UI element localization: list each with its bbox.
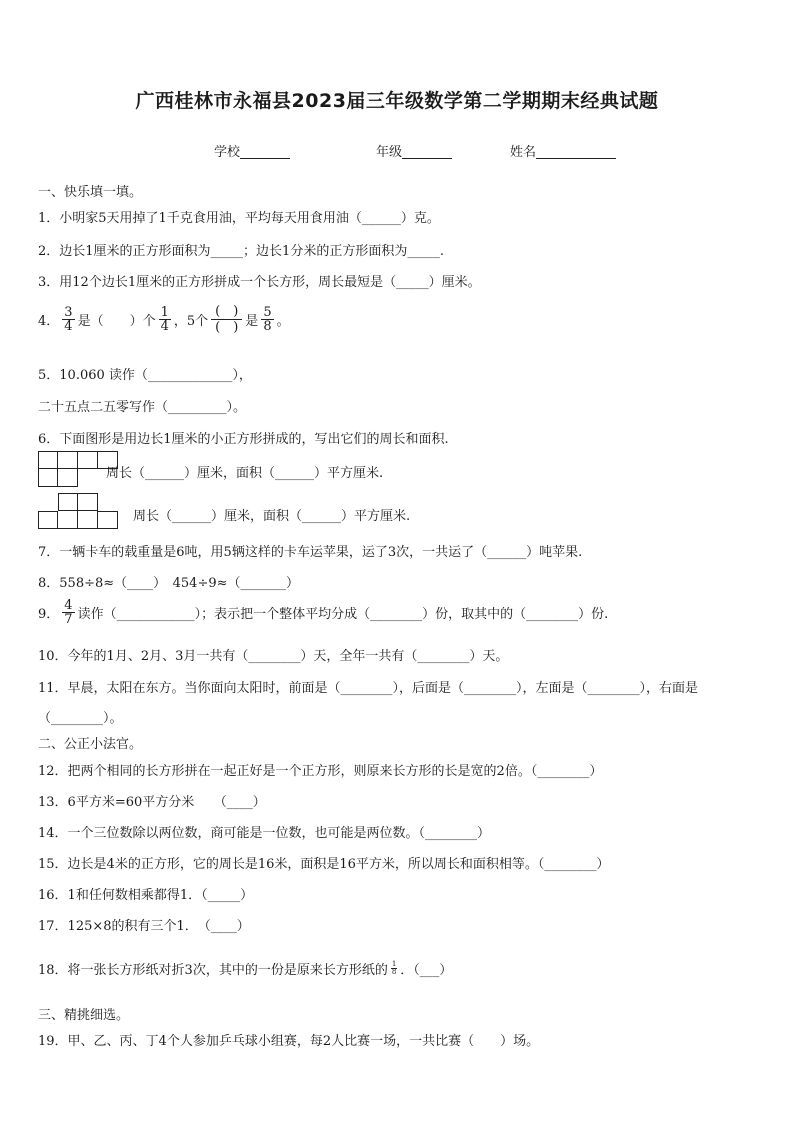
question-4 — [38, 304, 290, 335]
q6-figure-1 — [38, 451, 100, 491]
page-title: 广西桂林市永福县2023届三年级数学第二学期期末经典试题 — [135, 90, 659, 112]
q4-fraction-blank[interactable]: $\frac{( )}{( )}$ — [211, 304, 242, 335]
question-10: 10．今年的1月、2月、3月一共有（________）天，全年一共有（________）天。 — [38, 649, 509, 664]
question-5a: 5．10.060 读作（_____________）， — [38, 368, 252, 383]
question-11b: （________）。 — [38, 711, 123, 726]
section-heading-2: 二、公正小法官。 — [38, 737, 143, 752]
question-18 — [38, 959, 452, 978]
question-17: 17．125×8的积有三个1． （____） — [38, 919, 250, 934]
question-6: 6．下面图形是用边长1厘米的小正方形拼成的，写出它们的周长和面积. — [38, 432, 449, 447]
question-3: 3．用12个边长1厘米的正方形拼成一个长方形，周长最短是（_____）厘米。 — [38, 275, 481, 290]
question-8: 8．558÷8≈（____） 454÷9≈（_______） — [38, 576, 300, 591]
name-field[interactable] — [510, 141, 616, 160]
question-2: 2．边长1厘米的正方形面积为_____；边长1分米的正方形面积为_____. — [38, 244, 444, 259]
name-blank[interactable] — [536, 144, 616, 159]
q9-number: 9． — [38, 607, 60, 622]
grade-blank[interactable] — [402, 144, 452, 159]
grade-label: 年级 — [376, 145, 403, 160]
q4-text-3: 是 — [245, 314, 259, 329]
q4-fraction-3-4: $\frac{3}{4}$ — [64, 305, 73, 334]
question-13: 13．6平方米=60平方分米 （____） — [38, 795, 266, 810]
q4-text-1: 是（ ）个 — [77, 314, 156, 329]
q18-text: 18．将一张长方形纸对折3次，其中的一份是原来长方形纸的 — [38, 963, 388, 978]
q6-figure-2 — [38, 493, 120, 533]
question-12: 12．把两个相同的长方形拼在一起正好是一个正方形，则原来长方形的长是宽的2倍。（________） — [38, 764, 603, 779]
question-9 — [38, 599, 608, 626]
question-14: 14．一个三位数除以两位数，商可能是一位数，也可能是两位数。（________） — [38, 826, 491, 841]
q4-text-2: ，5个 — [173, 314, 209, 329]
school-field[interactable] — [214, 141, 290, 160]
school-blank[interactable] — [240, 144, 290, 159]
q6-figure-1-answer: 周长（______）厘米，面积（______）平方厘米. — [106, 466, 384, 481]
question-11a: 11．早晨，太阳在东方。当你面向太阳时，前面是（________），后面是（________），左面是（________），右面是 — [38, 681, 699, 696]
question-7: 7．一辆卡车的载重量是6吨，用5辆这样的卡车运苹果，运了3次，一共运了（______）吨苹果. — [38, 545, 583, 560]
q9-text: 读作（____________）；表示把一个整体平均分成（________）份，取其中的（________）份. — [77, 607, 609, 622]
q18-tail: ．（___） — [400, 963, 453, 978]
name-label: 姓名 — [510, 145, 537, 160]
q6-figure-2-answer: 周长（______）厘米，面积（______）平方厘米. — [133, 509, 411, 524]
q9-fraction-4-7: $\frac{4}{7}$ — [64, 598, 73, 627]
q4-fraction-5-8: $\frac{5}{8}$ — [263, 305, 272, 334]
school-label: 学校 — [214, 145, 241, 160]
section-heading-1: 一、快乐填一填。 — [38, 185, 143, 200]
question-19: 19．甲、乙、丙、丁4个人参加乒乓球小组赛，每2人比赛一场，一共比赛（ ）场。 — [38, 1034, 540, 1049]
q4-number: 4． — [38, 314, 60, 329]
section-heading-3: 三、精挑细选。 — [38, 1008, 130, 1023]
q4-fraction-1-4: $\frac{1}{4}$ — [160, 305, 169, 334]
q18-fraction: $\frac{1}{8}$ — [391, 960, 397, 976]
grade-field[interactable] — [376, 141, 452, 160]
question-15: 15．边长是4米的正方形，它的周长是16米，面积是16平方米，所以周长和面积相等。（________） — [38, 857, 610, 872]
question-1: 1．小明家5天用掉了1千克食用油，平均每天用食用油（______）克。 — [38, 211, 440, 226]
question-5b: 二十五点二五零写作（_________）。 — [38, 400, 247, 415]
question-16: 16．1和任何数相乘都得1．（_____） — [38, 888, 254, 903]
q4-text-4: 。 — [276, 314, 290, 329]
